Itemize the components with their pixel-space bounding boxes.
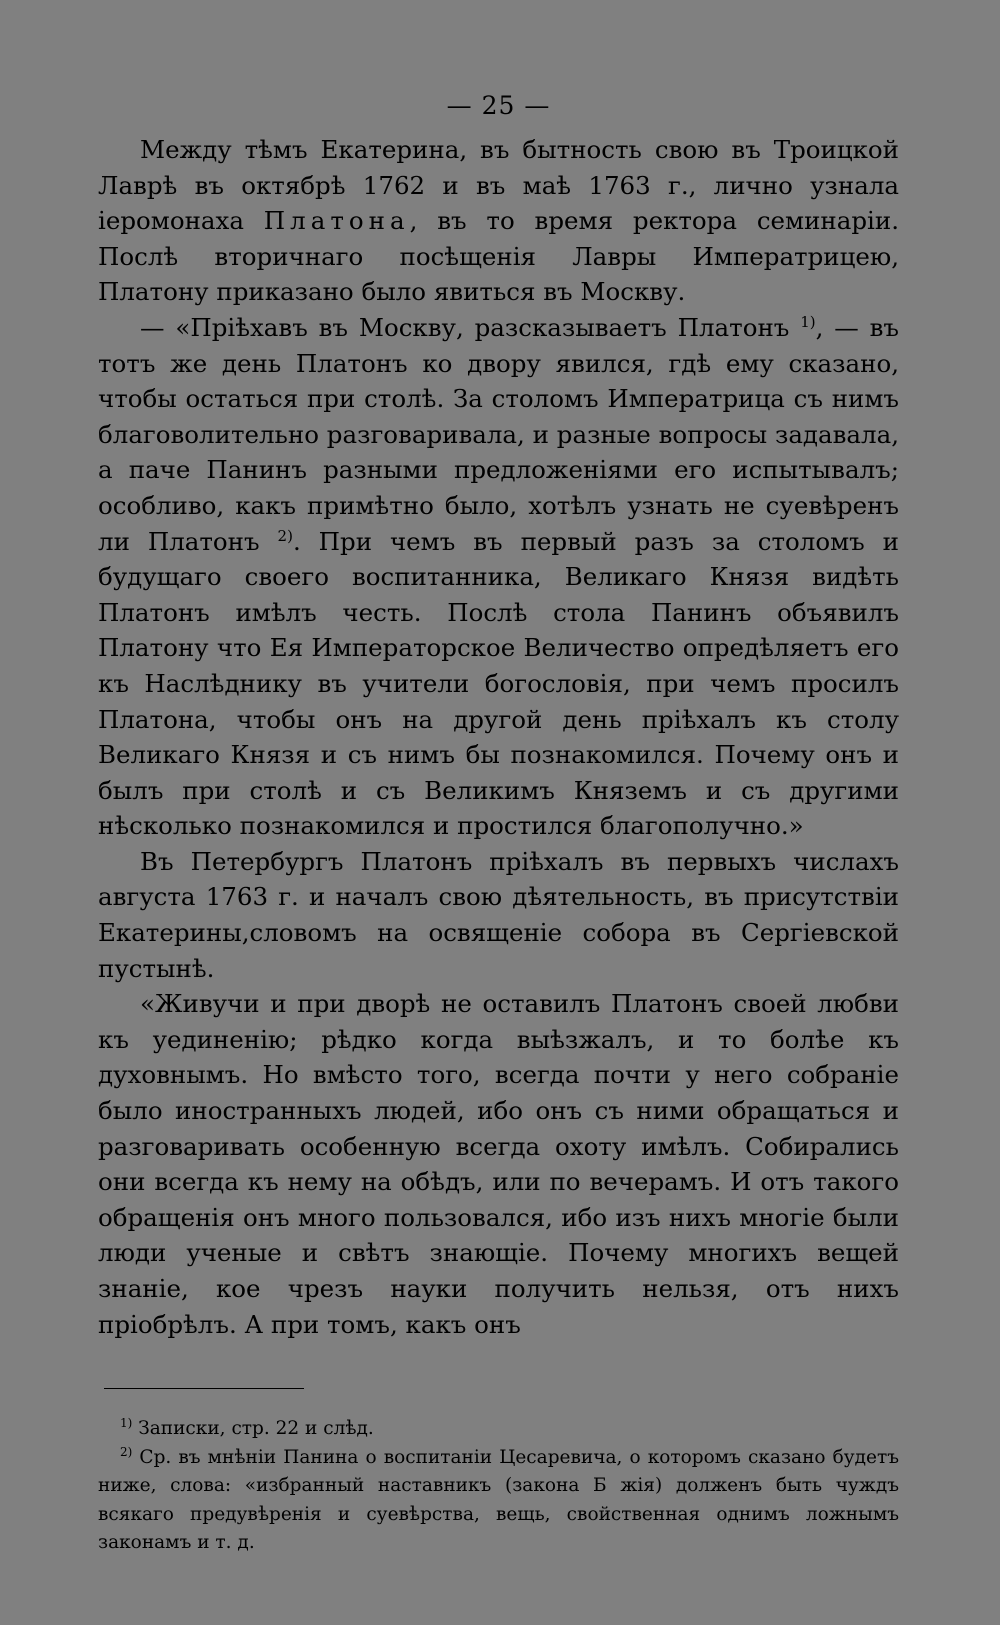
page-number: — 25 — — [446, 91, 551, 120]
footnote-ref-2: 2) — [277, 526, 293, 545]
paragraph-1-name: Платона — [263, 206, 410, 236]
footnotes — [98, 1415, 899, 1558]
footnote-divider — [104, 1388, 304, 1389]
footnote-1-mark: 1) — [120, 1416, 133, 1431]
paragraph-2-text-b: , — въ тотъ же день Платонъ ко двору явился, гдѣ ему сказано, чтобы остаться при столѣ. За столомъ Императрица съ нимъ благоволительно разговаривала, и разные вопросы задавала, а паче Панинъ разными предложеніями его испытывалъ; особливо, какъ примѣтно было, хотѣлъ узнать не суевѣренъ ли Платонъ — [98, 312, 899, 556]
paragraph-1-end: , въ то время ректора семинаріи. Послѣ вторичнаго посѣщенія Лавры Императрицею, Платону приказано было явиться въ Москву. — [98, 206, 899, 307]
footnote-2 — [98, 1444, 899, 1558]
footnote-ref-1: 1) — [800, 312, 816, 331]
paragraph-2-text-c: . При чемъ въ первый разъ за столомъ и будущаго своего воспитанника, Великаго Князя видѣть Платонъ имѣлъ честь. Послѣ стола Панинъ объявилъ Платону что Ея Императорское Величество опредѣляетъ его къ Наслѣднику въ учители богословія, при чемъ просилъ Платона, чтобы онъ на другой день пріѣхалъ къ столу Великаго Князя и съ нимъ бы познакомился. Почему онъ и былъ при столѣ и съ Великимъ Княземъ и съ другими нѣсколько познакомился и простился благополучно.» — [98, 526, 899, 841]
paragraph-3: Въ Петербургъ Платонъ пріѣхалъ въ первыхъ числахъ августа 1763 г. и началъ свою дѣятельность, въ присутствіи Екатерины,словомъ на освященіе собора въ Сергіевской пустынѣ. — [98, 846, 899, 983]
footnote-2-mark: 2) — [120, 1444, 133, 1459]
paragraph-2-text-a: — «Пріѣхавъ въ Москву, разсказываетъ Платонъ — [140, 312, 801, 342]
paragraph-4: «Живучи и при дворѣ не оставилъ Платонъ своей любви къ уединенію; рѣдко когда выѣзжалъ, и то болѣе къ духовнымъ. Но вмѣсто того, всегда почти у него собраніе было иностранныхъ людей, ибо онъ съ ними обращаться и разговаривать особенную всегда охоту имѣлъ. Собирались они всегда къ нему на обѣдъ, или по вечерамъ. И отъ такого обращенія онъ много пользовался, ибо изъ нихъ многіе были люди ученые и свѣтъ знающіе. Почему многихъ вещей знаніе, кое чрезъ науки получить нельзя, отъ нихъ пріобрѣлъ. А при томъ, какъ онъ — [98, 989, 899, 1339]
book-page — [98, 86, 899, 1558]
footnote-1-text: Записки, стр. 22 и слѣд. — [132, 1418, 374, 1440]
paragraph-1 — [98, 132, 899, 310]
paragraph-1-text: Между тѣмъ Екатерина, въ бытность свою въ Троицкой Лаврѣ въ октябрѣ 1762 и въ маѣ 1763 г., лично узнала іеромонаха — [98, 135, 899, 236]
footnote-2-text: Ср. въ мнѣніи Панина о воспитаніи Цесаревича, о которомъ сказано будетъ ниже, слова: «избранный наставникъ (закона Б жія) долженъ быть чуждъ всякаго предувѣренія и суевѣрства, вещь, свойственная однимъ ложнымъ законамъ и т. д. — [98, 1446, 899, 1554]
paragraph-2-quote — [98, 310, 899, 844]
footnote-1 — [98, 1415, 899, 1444]
